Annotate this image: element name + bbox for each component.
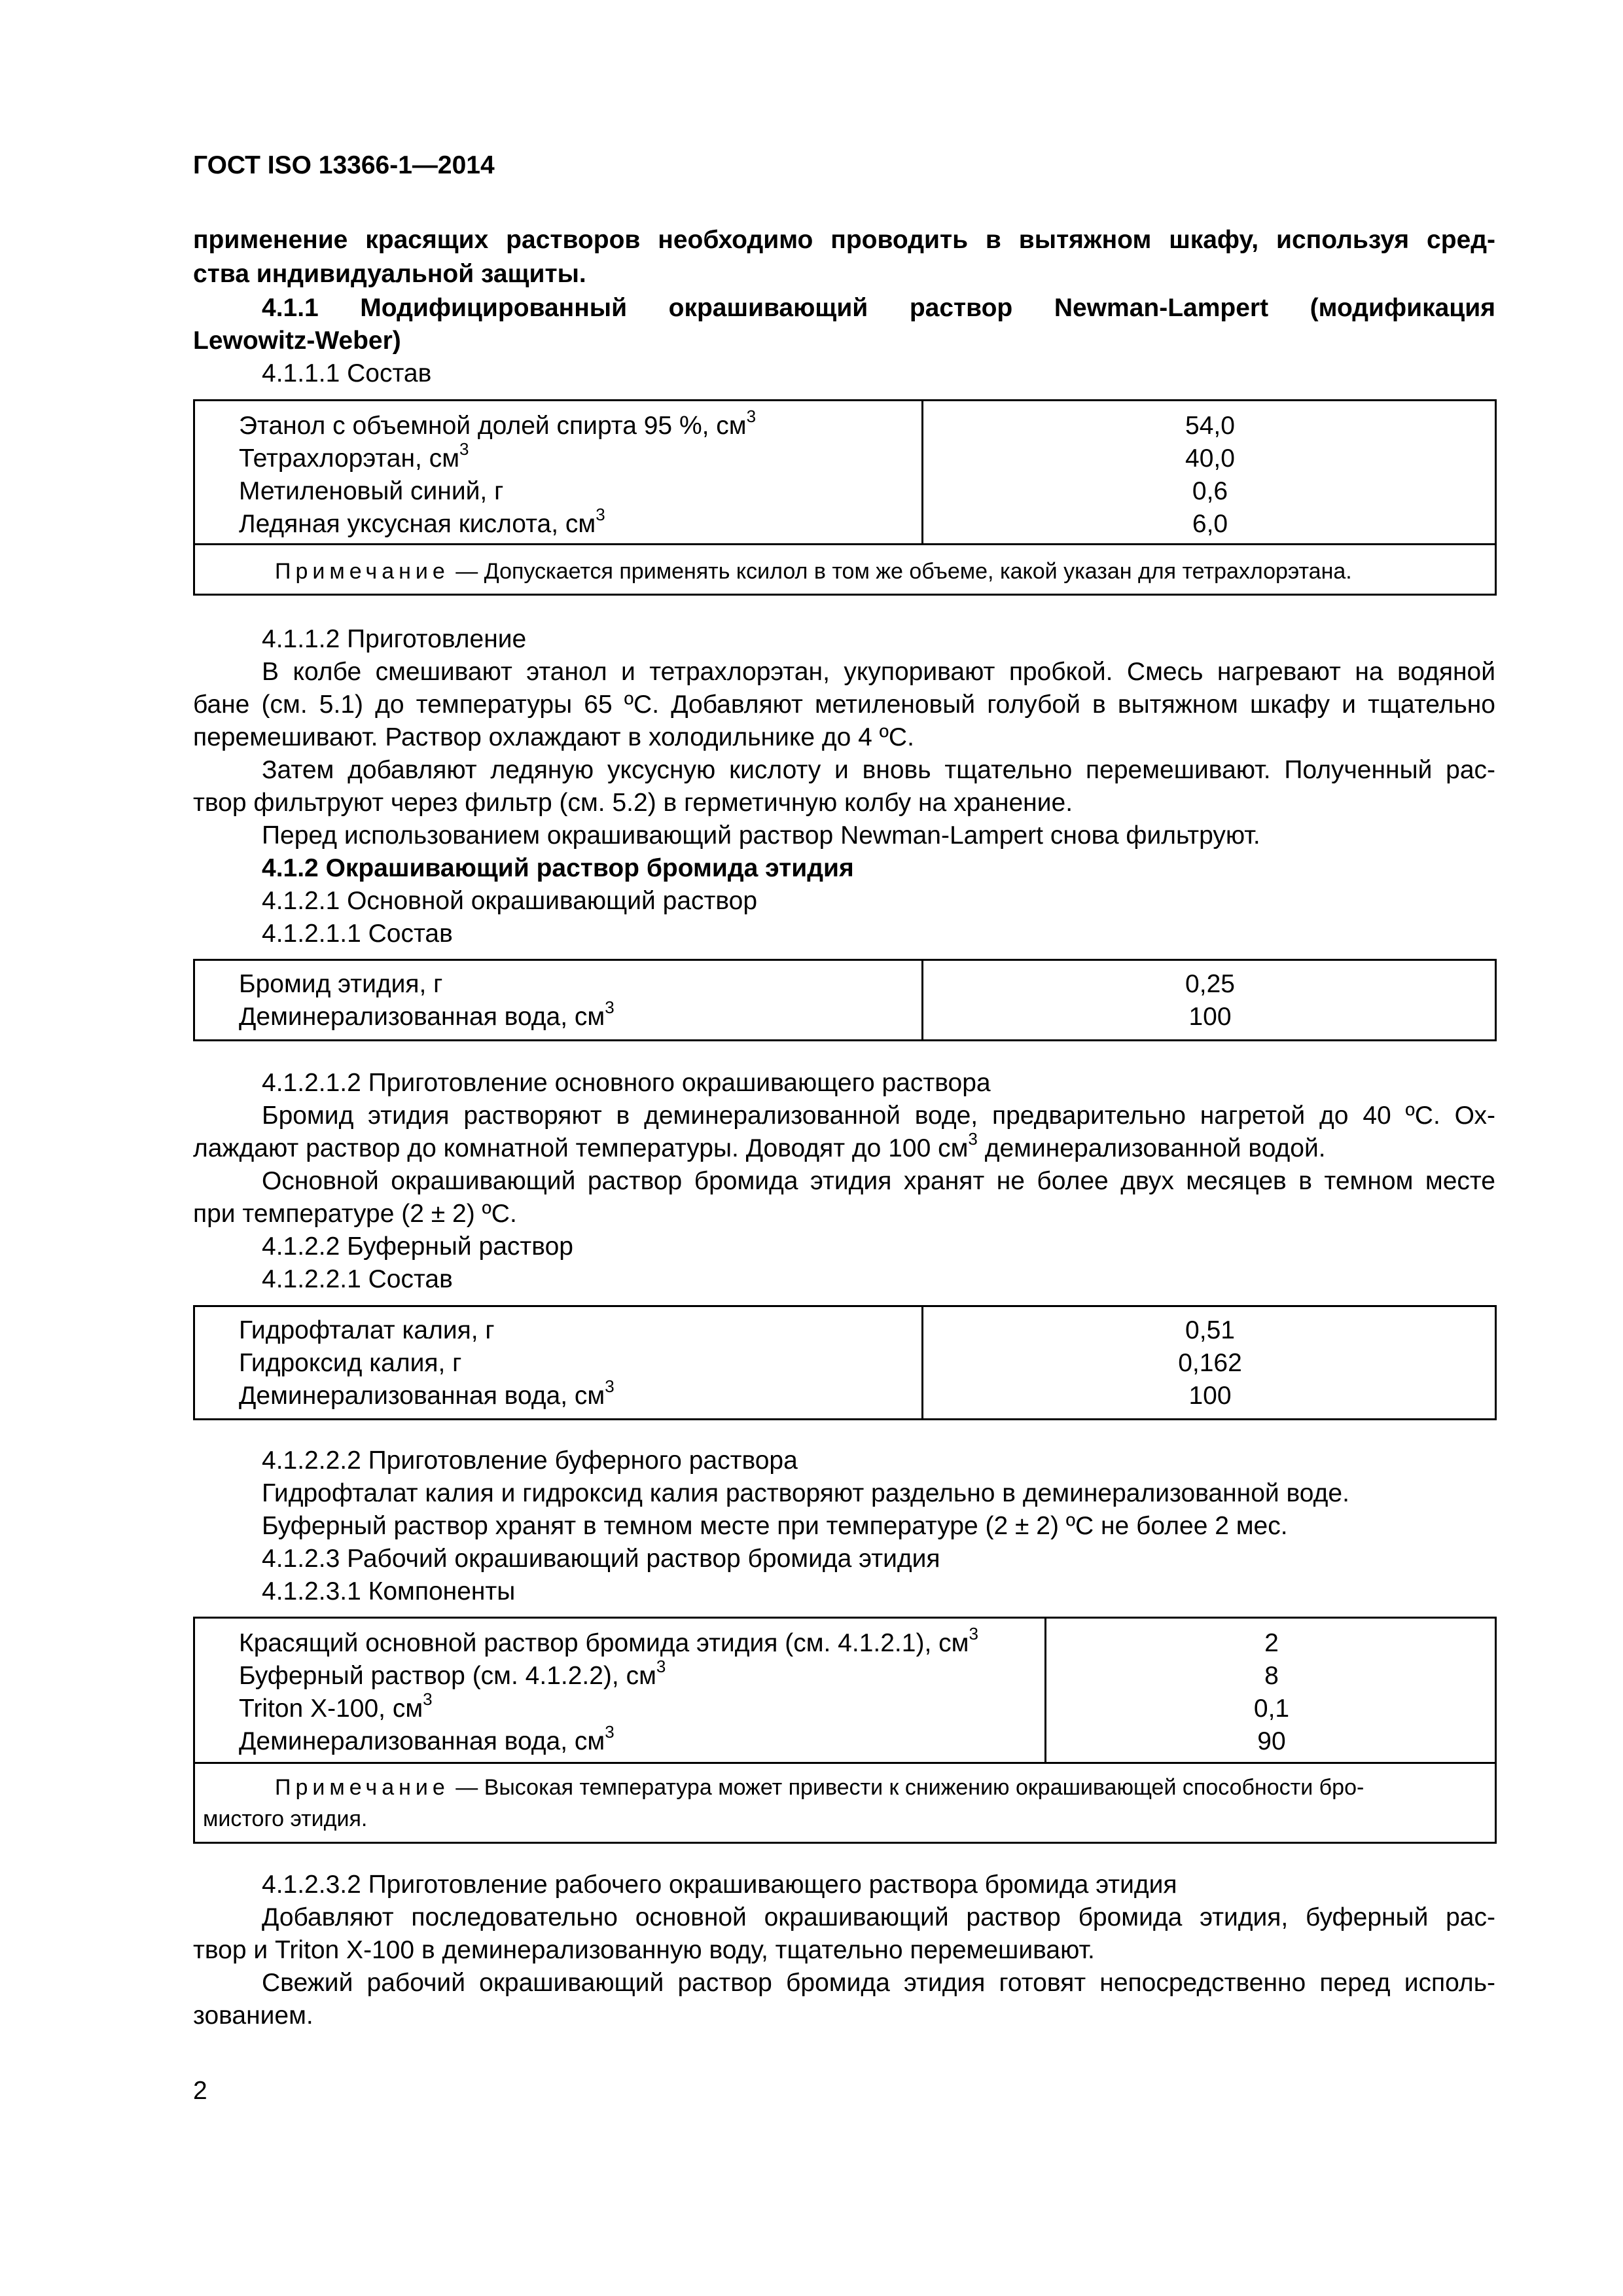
- section-4-1-2-3-title: 4.1.2.3 Рабочий окрашивающий раствор бромида этидия: [262, 1545, 940, 1573]
- intro-line-2: ства индивидуальной защиты.: [193, 260, 586, 288]
- section-4-1-1-heading: 4.1.1 Модифицированный окрашивающий раствор Newman-Lampert (модификация: [262, 294, 1495, 322]
- section-4-1-2-1-title: 4.1.2.1 Основной окрашивающий раствор: [262, 887, 758, 915]
- paragraph-line: бане (см. 5.1) до температуры 65 ºС. Добавляют метиленовый голубой в вытяжном шкафу и тщательно: [193, 691, 1495, 719]
- table-row-value: 2: [1264, 1629, 1279, 1657]
- table-row-name: Гидрофталат калия, г: [239, 1316, 495, 1344]
- table-row-value: 0,6: [1192, 477, 1228, 505]
- intro-line-1: применение красящих растворов необходимо проводить в вытяжном шкафу, используя сред-: [193, 226, 1495, 254]
- section-4-1-2-3-2-title: 4.1.2.3.2 Приготовление рабочего окрашивающего раствора бромида этидия: [262, 1871, 1177, 1899]
- table-row-value: 0,1: [1253, 1695, 1290, 1723]
- paragraph-line: Буферный раствор хранят в темном месте при температуре (2 ± 2) ºС не более 2 мес.: [262, 1512, 1288, 1540]
- table-row-value: 100: [1188, 1003, 1232, 1031]
- table-divider: [193, 1762, 1497, 1764]
- paragraph-line: перемешивают. Раствор охлаждают в холодильнике до 4 ºС.: [193, 723, 914, 751]
- paragraph-line: Основной окрашивающий раствор бромида этидия хранят не более двух месяцев в темном месте: [262, 1167, 1495, 1195]
- paragraph-line: Свежий рабочий окрашивающий раствор бромида этидия готовят непосредственно перед исполь-: [262, 1969, 1495, 1997]
- table-row-value: 0,162: [1178, 1349, 1242, 1377]
- paragraph-line: Перед использованием окрашивающий раствор Newman-Lampert снова фильтруют.: [262, 821, 1260, 850]
- table-divider: [193, 543, 1497, 545]
- table-row-name: Тетрахлорэтан, $см^3$: [239, 439, 469, 473]
- section-4-1-2-2-title: 4.1.2.2 Буферный раствор: [262, 1232, 573, 1261]
- paragraph-line: Добавляют последовательно основной окрашивающий раствор бромида этидия, буферный рас-: [262, 1903, 1495, 1931]
- paragraph-line: лаждают раствор до комнатной температуры. Доводят до 100 $см^3$ деминерализованной водой.: [193, 1129, 1326, 1162]
- paragraph-line: при температуре (2 ± 2) ºС.: [193, 1200, 517, 1228]
- document-code: ГОСТ ISO 13366-1—2014: [193, 151, 495, 179]
- paragraph-line: В колбе смешивают этанол и тетрахлорэтан, укупоривают пробкой. Смесь нагревают на водяной: [262, 658, 1495, 686]
- paragraph-line: зованием.: [193, 2001, 313, 2030]
- section-4-1-2-2-2-title: 4.1.2.2.2 Приготовление буферного раствора: [262, 1446, 798, 1475]
- table-row-name: Ледяная уксусная кислота, $см^3$: [239, 505, 605, 538]
- table-row-name: Triton X-100, $см^3$: [239, 1689, 433, 1723]
- section-4-1-2-2-1-title: 4.1.2.2.1 Состав: [262, 1265, 453, 1293]
- table-row-value: 54,0: [1185, 412, 1235, 440]
- paragraph-line: твор фильтруют через фильтр (см. 5.2) в герметичную колбу на хранение.: [193, 789, 1073, 817]
- section-4-1-2-1-2-title: 4.1.2.1.2 Приготовление основного окрашивающего раствора: [262, 1069, 991, 1097]
- paragraph-line: Затем добавляют ледяную уксусную кислоту и вновь тщательно перемешивают. Полученный рас-: [262, 756, 1495, 784]
- table-row-name: Этанол с объемной долей спирта 95 %, $см^3$: [239, 406, 757, 440]
- table-row-value: 8: [1264, 1662, 1279, 1690]
- table-row-value: 40,0: [1185, 444, 1235, 473]
- table-note-cont: мистого этидия.: [203, 1806, 368, 1831]
- section-4-1-2-3-1-title: 4.1.2.3.1 Компоненты: [262, 1577, 516, 1605]
- table-note: Примечание — Высокая температура может привести к снижению окрашивающей способности бро-: [275, 1775, 1364, 1800]
- section-4-1-1-1-title: 4.1.1.1 Состав: [262, 359, 432, 387]
- section-4-1-2-1-1-title: 4.1.2.1.1 Состав: [262, 920, 453, 948]
- paragraph-line: Бромид этидия растворяют в деминерализованной воде, предварительно нагретой до 40 ºС. Ох-: [262, 1102, 1495, 1130]
- table-row-name: Буферный раствор (см. 4.1.2.2), $см^3$: [239, 1657, 666, 1690]
- section-4-1-2-heading: 4.1.2 Окрашивающий раствор бромида этидия: [262, 854, 854, 882]
- table-row-name: Красящий основной раствор бромида этидия (см. 4.1.2.1), $см^3$: [239, 1624, 978, 1657]
- table-row-value: 90: [1257, 1727, 1286, 1755]
- paragraph-line: твор и Triton X-100 в деминерализованную воду, тщательно перемешивают.: [193, 1936, 1095, 1964]
- paragraph-line: Гидрофталат калия и гидроксид калия растворяют раздельно в деминерализованной воде.: [262, 1479, 1349, 1507]
- table-row-name: Деминерализованная вода, $см^3$: [239, 1722, 615, 1755]
- table-row-value: 0,25: [1185, 970, 1235, 998]
- table-row-value: 100: [1188, 1382, 1232, 1410]
- table-row-name: Гидроксид калия, г: [239, 1349, 462, 1377]
- page-number: 2: [193, 2077, 207, 2105]
- section-4-1-1-2-title: 4.1.1.2 Приготовление: [262, 625, 527, 653]
- table-row-name: Деминерализованная вода, $см^3$: [239, 1376, 615, 1410]
- table-row-value: 0,51: [1185, 1316, 1235, 1344]
- table-note: Примечание — Допускается применять ксилол в том же объеме, какой указан для тетрахлорэтана.: [275, 559, 1352, 584]
- table-row-value: 6,0: [1192, 510, 1228, 538]
- table-row-name: Деминерализованная вода, $см^3$: [239, 997, 615, 1031]
- table-row-name: Бромид этидия, г: [239, 970, 443, 998]
- table-row-name: Метиленовый синий, г: [239, 477, 504, 505]
- section-4-1-1-heading-cont: Lewowitz-Weber): [193, 327, 401, 355]
